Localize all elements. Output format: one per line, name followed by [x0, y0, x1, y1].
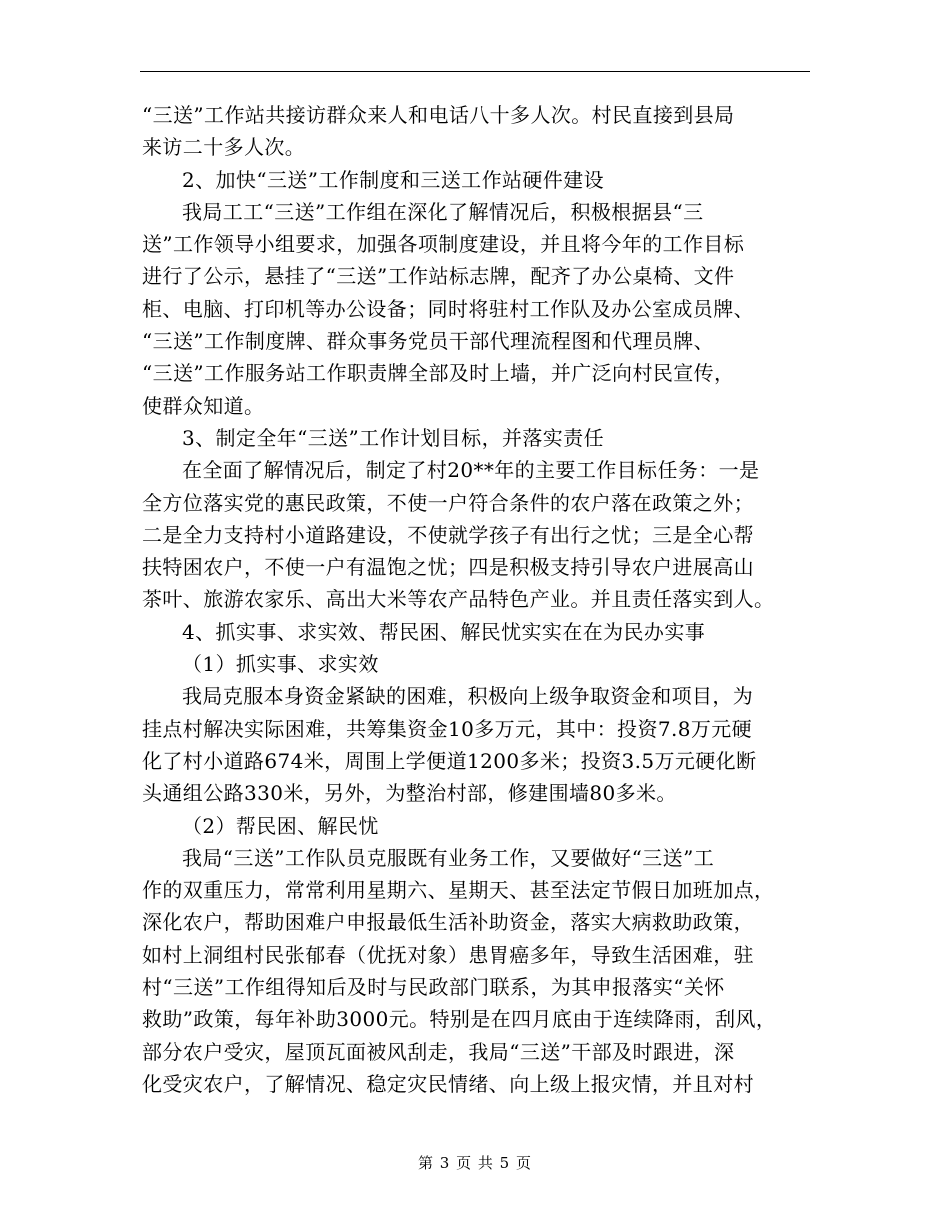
text-line: 来访二十多人次。 — [142, 135, 306, 160]
section-heading: 3、制定全年“三送”工作计划目标，并落实责任 — [182, 425, 604, 450]
text-line: 头通组公路330米，另外，为整治村部，修建围墙80多米。 — [142, 781, 677, 806]
text-line: 我局“三送”工作队员克服既有业务工作，又要做好“三送”工 — [182, 845, 715, 870]
text-line: 化受灾农户，了解情况、稳定灾民情绪、向上级上报灾情，并且对村 — [142, 1071, 754, 1096]
subsection-heading: （2）帮民困、解民忧 — [182, 813, 379, 838]
header-rule — [140, 71, 810, 72]
section-heading: 2、加快“三送”工作制度和三送工作站硬件建设 — [182, 167, 604, 192]
text-line: 如村上洞组村民张郁春（优抚对象）患胃癌多年，导致生活困难，驻 — [142, 942, 754, 967]
text-line: 深化农户，帮助困难户申报最低生活补助资金，落实大病救助政策， — [142, 910, 754, 935]
text-line: 进行了公示，悬挂了“三送”工作站标志牌，配齐了办公桌椅、文件 — [142, 264, 735, 289]
text-line: 二是全力支持村小道路建设，不使就学孩子有出行之忧；三是全心帮 — [142, 522, 754, 547]
text-line: 村“三送”工作组得知后及时与民政部门联系，为其申报落实“关怀 — [142, 975, 725, 1000]
page-footer: 第 3 页 共 5 页 — [418, 1154, 532, 1172]
text-line: 全方位落实党的惠民政策，不使一户符合条件的农户落在政策之外； — [142, 490, 754, 515]
text-line: 茶叶、旅游农家乐、高出大米等农产品特色产业。并且责任落实到人。 — [142, 587, 775, 612]
document-body — [142, 99, 812, 1100]
text-line: 送”工作领导小组要求，加强各项制度建设，并且将今年的工作目标 — [142, 232, 745, 257]
subsection-heading: （1）抓实事、求实效 — [182, 652, 379, 677]
text-line: 作的双重压力，常常利用星期六、星期天、甚至法定节假日加班加点， — [142, 878, 775, 903]
text-line: “三送”工作服务站工作职责牌全部及时上墙，并广泛向村民宣传， — [142, 361, 735, 386]
text-line: 部分农户受灾，屋顶瓦面被风刮走，我局“三送”干部及时跟进，深 — [142, 1039, 735, 1064]
text-line: 化了村小道路674米，周围上学便道1200多米；投资3.5万元硬化断 — [142, 748, 757, 773]
text-line: 我局克服本身资金紧缺的困难，积极向上级争取资金和项目，为 — [182, 684, 754, 709]
text-line: 救助”政策，每年补助3000元。特别是在四月底由于连续降雨，刮风， — [142, 1007, 777, 1032]
text-line: 使群众知道。 — [142, 393, 265, 418]
text-line: 我局工工“三送”工作组在深化了解情况后，积极根据县“三 — [182, 199, 704, 224]
text-line: “三送”工作制度牌、群众事务党员干部代理流程图和代理员牌、 — [142, 329, 715, 354]
text-line: 在全面了解情况后，制定了村20**年的主要工作目标任务：一是 — [182, 458, 760, 483]
text-line: 挂点村解决实际困难，共筹集资金10多万元，其中：投资7.8万元硬 — [142, 716, 753, 741]
text-line: “三送”工作站共接访群众来人和电话八十多人次。村民直接到县局 — [142, 103, 735, 127]
text-line: 柜、电脑、打印机等办公设备；同时将驻村工作队及办公室成员牌、 — [142, 296, 754, 321]
section-heading: 4、抓实事、求实效、帮民困、解民忧实实在在为民办实事 — [182, 619, 706, 644]
text-line: 扶特困农户，不使一户有温饱之忧；四是积极支持引导农户进展高山 — [142, 555, 754, 580]
